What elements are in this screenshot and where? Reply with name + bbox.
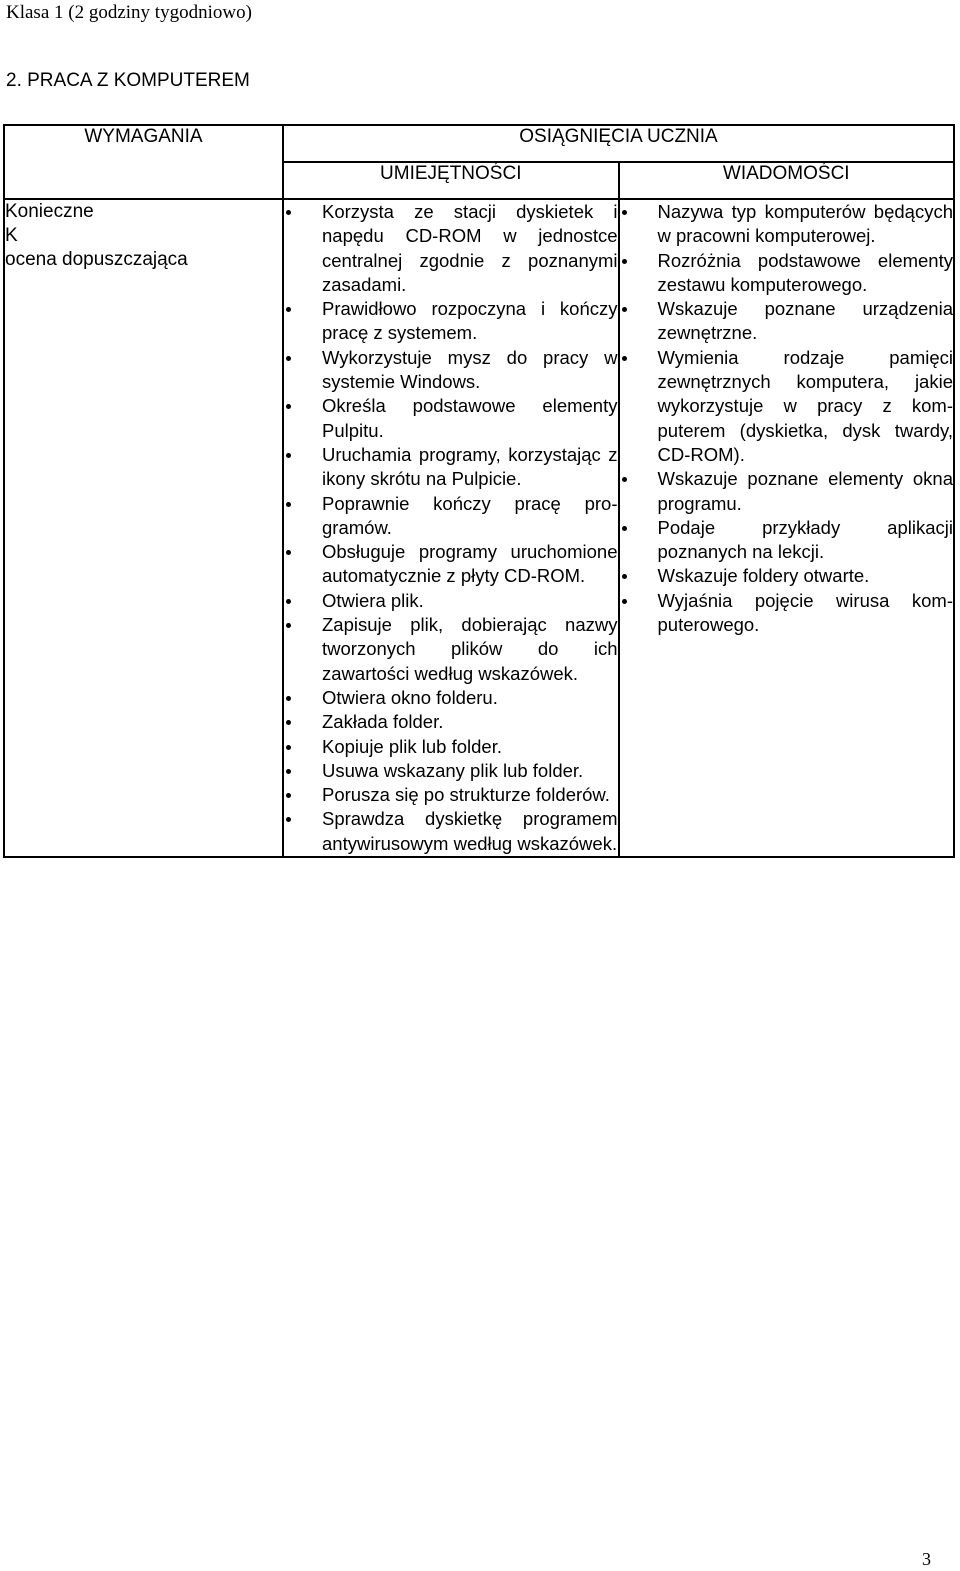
section-title: 2. PRACA Z KOMPUTEREM [6, 70, 250, 91]
knowledge-text: Wskazuje foldery otwarte. [657, 565, 870, 587]
list-item [284, 492, 618, 541]
class-header: Klasa 1 (2 godziny tygodniowo) [6, 2, 252, 23]
knowledge-text: Nazywa typ komputerów będących w pracowni komputerowej. [657, 201, 953, 247]
skill-text: Zakłada folder. [322, 711, 444, 733]
list-item [284, 200, 618, 297]
list-item [284, 394, 618, 443]
skill-text: Kopiuje plik lub folder. [322, 735, 502, 757]
list-item [284, 710, 618, 734]
page-number: 3 [922, 1549, 931, 1569]
list-item [284, 589, 618, 613]
table-header-row [4, 125, 954, 162]
bullet-icon [286, 745, 291, 750]
skill-text: Określa podstawowe elementy Pulpitu. [322, 395, 618, 441]
level-grade: ocena dopuszczająca [5, 249, 188, 270]
knowledge-text: Wskazuje poznane urządzenia zewnętrzne. [657, 298, 953, 344]
list-item [620, 564, 954, 588]
list-item [284, 540, 618, 589]
list-item [620, 589, 954, 638]
header-knowledge: WIADOMOŚCI [619, 162, 955, 199]
skill-text: Prawidłowo rozpoczyna i kończy pracę z systemem. [322, 298, 618, 344]
list-item [284, 686, 618, 710]
knowledge-list [620, 200, 954, 637]
bullet-icon [286, 356, 291, 361]
header-achievements: OSIĄGNIĘCIA UCZNIA [283, 125, 954, 162]
bullet-icon [286, 817, 291, 822]
bullet-icon [286, 623, 291, 628]
skill-text: Uruchamia programy, korzystając z ikony skrótu na Pulpicie. [322, 443, 618, 490]
skill-text: Otwiera okno folderu. [322, 686, 498, 708]
level-cell [4, 199, 283, 857]
skill-text: Poprawnie kończy pracę programów. [322, 492, 618, 538]
bullet-icon [286, 720, 291, 725]
bullet-icon [622, 210, 627, 215]
knowledge-text: Podaje przykłady aplikacji poznanych na lekcji. [657, 516, 953, 563]
list-item [284, 297, 618, 346]
skill-text: Zapisuje plik, dobierając nazwy tworzonych plików do ich zawartości według wskazówek. [322, 614, 618, 684]
bullet-icon [286, 793, 291, 798]
list-item [620, 516, 954, 565]
bullet-icon [622, 307, 627, 312]
list-item [620, 467, 954, 516]
skill-text: Otwiera plik. [322, 589, 424, 611]
list-item [284, 783, 618, 807]
bullet-icon [286, 210, 291, 215]
bullet-icon [622, 259, 627, 264]
list-item [284, 807, 618, 856]
skill-text: Sprawdza dyskietkę programem antywirusowym według wskazówek. [322, 808, 618, 854]
list-item [284, 346, 618, 395]
bullet-icon [286, 307, 291, 312]
list-item [620, 200, 954, 249]
bullet-icon [286, 550, 291, 555]
list-item [620, 249, 954, 298]
list-item [284, 735, 618, 759]
list-item [284, 443, 618, 492]
knowledge-cell [619, 199, 955, 857]
list-item [284, 759, 618, 783]
skill-text: Usuwa wskazany plik lub folder. [322, 759, 584, 781]
bullet-icon [622, 356, 627, 361]
bullet-icon [286, 453, 291, 458]
knowledge-text: Wyjaśnia pojęcie wirusa komputerowego. [657, 589, 953, 636]
list-item [620, 346, 954, 467]
bullet-icon [286, 769, 291, 774]
level-code: K [5, 225, 18, 246]
skill-text: Wykorzystuje mysz do pracy w systemie Windows. [322, 346, 618, 393]
list-item [620, 297, 954, 346]
bullet-icon [622, 477, 627, 482]
header-requirements: WYMAGANIA [4, 125, 283, 199]
header-skills: UMIEJĘTNOŚCI [283, 162, 619, 199]
bullet-icon [622, 599, 627, 604]
bullet-icon [286, 404, 291, 409]
bullet-icon [286, 502, 291, 507]
skills-list [284, 200, 618, 856]
knowledge-text: Rozróżnia podstawowe elementy zestawu komputerowego. [657, 249, 953, 295]
skill-text: Korzysta ze stacji dyskietek i napędu CD-ROM w jednostce centralnej zgodnie z poznanymi zasadami. [322, 201, 618, 295]
requirements-table [3, 124, 955, 858]
skills-cell [283, 199, 619, 857]
bullet-icon [622, 526, 627, 531]
level-name: Konieczne [5, 201, 94, 222]
knowledge-text: Wskazuje poznane elementy okna programu. [657, 468, 953, 514]
knowledge-text: Wymienia rodzaje pamięci zewnętrznych komputera, jakie wykorzystuje w pracy z komputerem (dyskietka, dysk twardy, CD-ROM). [657, 346, 953, 465]
bullet-icon [286, 599, 291, 604]
table-row [4, 199, 954, 857]
skill-text: Obsługuje programy uruchomione automatycznie z płyty CD-ROM. [322, 541, 618, 587]
list-item [284, 613, 618, 686]
bullet-icon [286, 696, 291, 701]
skill-text: Porusza się po strukturze folderów. [322, 784, 610, 806]
bullet-icon [622, 574, 627, 579]
